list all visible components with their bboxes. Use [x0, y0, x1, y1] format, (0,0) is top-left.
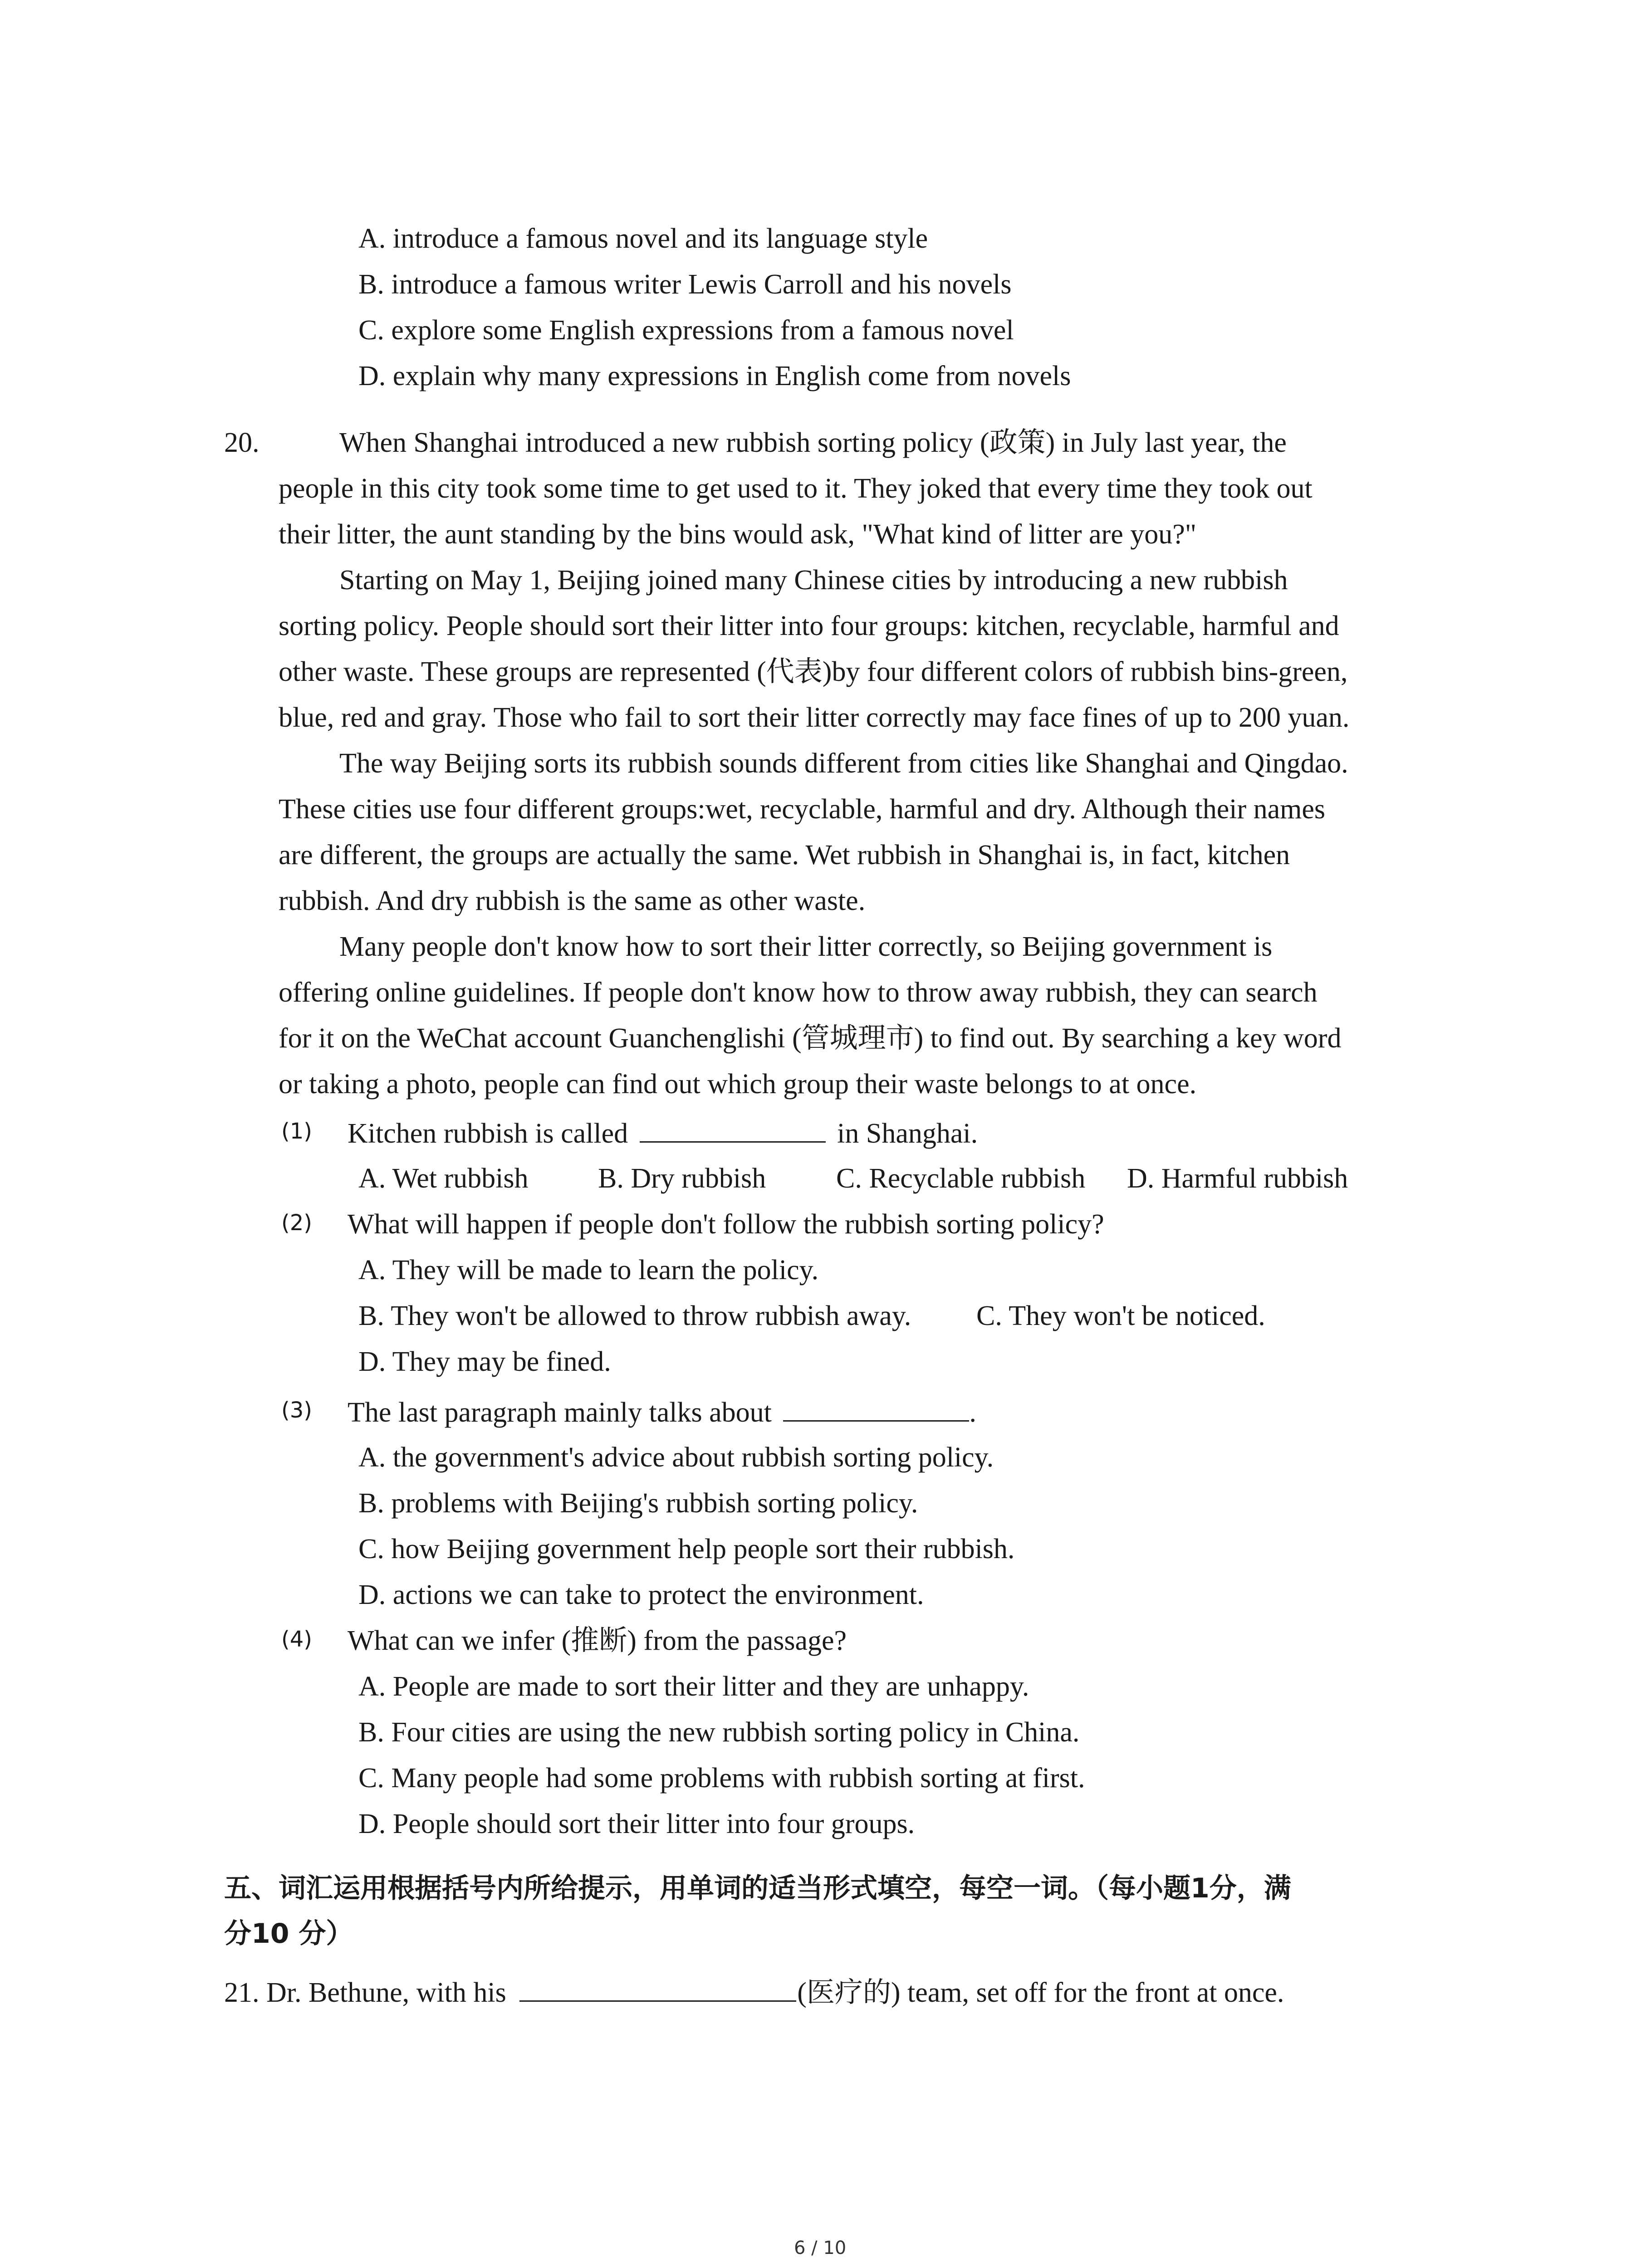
sub1-option-c: C. Recyclable rubbish	[836, 1163, 1086, 1194]
q20-number: 20.	[224, 427, 260, 458]
sub4-stem: What can we infer (推断) from the passage?	[348, 1625, 847, 1656]
answer-blank[interactable]	[519, 1974, 796, 2002]
passage-line: When Shanghai introduced a new rubbish sorting policy (政策) in July last year, the	[339, 427, 1287, 458]
passage-line: other waste. These groups are represented (代表)by four different colors of rubbish bins-green,	[279, 656, 1348, 687]
sub1-number: (1)	[281, 1119, 312, 1144]
q19-option-d: D. explain why many expressions in English come from novels	[358, 361, 1071, 391]
q21-tail: (医疗的) team, set off for the front at once.	[797, 1977, 1284, 2008]
sub3-stem	[348, 1394, 976, 1430]
sub4-number: (4)	[281, 1627, 312, 1652]
sub2-stem: What will happen if people don't follow the rubbish sorting policy?	[348, 1209, 1104, 1240]
q19-option-c: C. explore some English expressions from a famous novel	[358, 315, 1014, 346]
sub1-stem	[348, 1115, 978, 1151]
sub3-stem-text: The last paragraph mainly talks about	[348, 1397, 772, 1428]
sub3-number: (3)	[281, 1398, 312, 1423]
passage-line: offering online guidelines. If people don't know how to throw away rubbish, they can search	[279, 977, 1318, 1008]
page-number: 6 / 10	[794, 2238, 847, 2258]
sub1-option-b: B. Dry rubbish	[598, 1163, 766, 1194]
passage-line: their litter, the aunt standing by the bins would ask, "What kind of litter are you?"	[279, 519, 1197, 550]
passage-line: These cities use four different groups:wet, recyclable, harmful and dry. Although their names	[279, 794, 1326, 825]
passage-line: people in this city took some time to get used to it. They joked that every time they took out	[279, 473, 1313, 504]
q19-option-b: B. introduce a famous writer Lewis Carroll and his novels	[358, 269, 1012, 300]
sub4-option-b: B. Four cities are using the new rubbish sorting policy in China.	[358, 1717, 1080, 1748]
passage-line: Starting on May 1, Beijing joined many Chinese cities by introducing a new rubbish	[339, 565, 1288, 596]
passage-line: The way Beijing sorts its rubbish sounds different from cities like Shanghai and Qingdao.	[339, 748, 1348, 779]
passage-line: for it on the WeChat account Guanchenglishi (管城理市) to find out. By searching a key word	[279, 1023, 1342, 1054]
answer-blank[interactable]	[640, 1115, 826, 1143]
section-heading: 五、词汇运用根据括号内所给提示，用单词的适当形式填空，每空一词。（每小题1分，满	[224, 1872, 1291, 1904]
passage-line: are different, the groups are actually the same. Wet rubbish in Shanghai is, in fact, kitchen	[279, 840, 1290, 870]
sub1-option-a: A. Wet rubbish	[358, 1163, 529, 1194]
answer-blank[interactable]	[783, 1394, 969, 1422]
sub4-option-d: D. People should sort their litter into four groups.	[358, 1809, 915, 1839]
sub3-option-b: B. problems with Beijing's rubbish sorting policy.	[358, 1488, 918, 1519]
passage-line: rubbish. And dry rubbish is the same as other waste.	[279, 885, 866, 916]
sub3-stem-tail: .	[969, 1397, 976, 1428]
q21-line	[224, 1974, 1284, 2010]
sub2-option-c: C. They won't be noticed.	[976, 1300, 1265, 1331]
sub1-option-d: D. Harmful rubbish	[1127, 1163, 1348, 1194]
sub3-option-c: C. how Beijing government help people sort their rubbish.	[358, 1534, 1015, 1564]
passage-line: Many people don't know how to sort their litter correctly, so Beijing government is	[339, 931, 1273, 962]
sub1-stem-tail: in Shanghai.	[837, 1118, 978, 1149]
sub1-stem-text: Kitchen rubbish is called	[348, 1118, 628, 1149]
sub3-option-d: D. actions we can take to protect the environment.	[358, 1579, 924, 1610]
sub3-option-a: A. the government's advice about rubbish sorting policy.	[358, 1442, 994, 1473]
sub2-option-d: D. They may be fined.	[358, 1346, 611, 1377]
passage-line: or taking a photo, people can find out which group their waste belongs to at once.	[279, 1069, 1197, 1100]
passage-line: sorting policy. People should sort their litter into four groups: kitchen, recyclable, harmful and	[279, 611, 1339, 641]
q21-text: 21. Dr. Bethune, with his	[224, 1977, 506, 2008]
passage-line: blue, red and gray. Those who fail to sort their litter correctly may face fines of up to 200 yuan.	[279, 702, 1350, 733]
q19-option-a: A. introduce a famous novel and its language style	[358, 223, 928, 254]
sub4-option-a: A. People are made to sort their litter and they are unhappy.	[358, 1671, 1029, 1702]
sub4-option-c: C. Many people had some problems with rubbish sorting at first.	[358, 1763, 1085, 1794]
sub2-option-b: B. They won't be allowed to throw rubbish away.	[358, 1300, 911, 1331]
sub2-option-a: A. They will be made to learn the policy.	[358, 1255, 819, 1286]
section-heading-cont: 分10 分）	[224, 1918, 353, 1950]
sub2-number: (2)	[281, 1210, 312, 1236]
